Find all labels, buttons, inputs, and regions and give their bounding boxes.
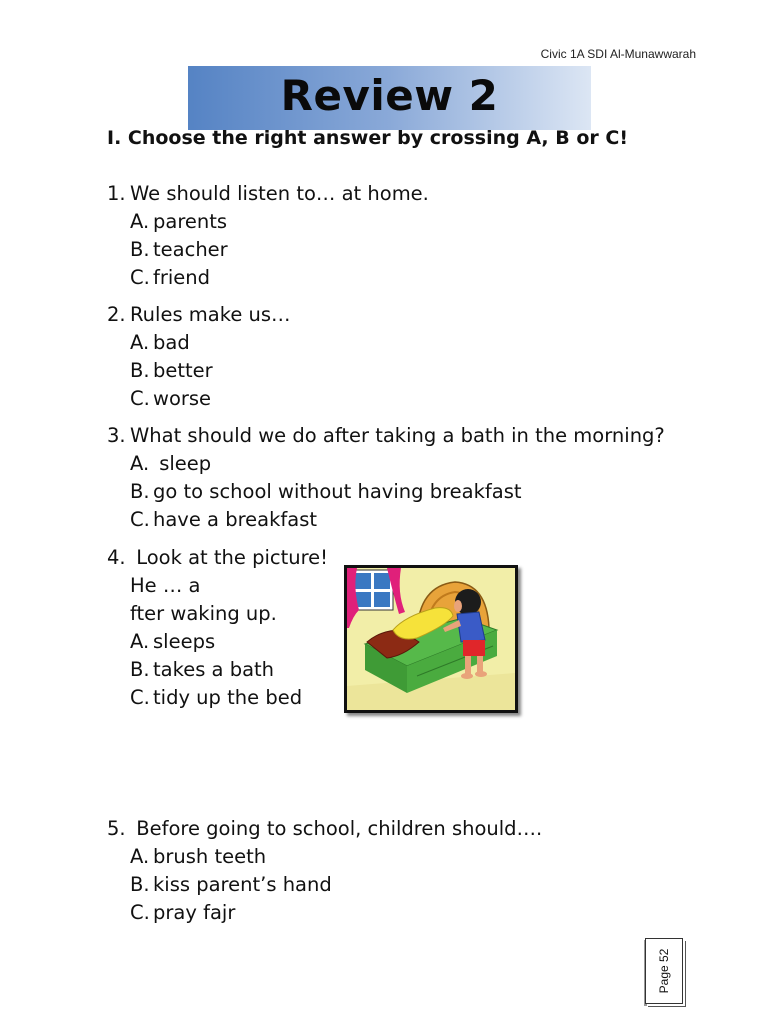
page-title: Review 2 <box>280 71 499 120</box>
question-5 <box>107 815 542 927</box>
question-text: Look at the picture! <box>130 546 328 569</box>
option-b[interactable]: B. teacher <box>130 238 228 261</box>
question-text: What should we do after taking a bath in the morning? <box>130 424 665 447</box>
question-text: Rules make us… <box>130 303 291 326</box>
bed-tidying-picture <box>347 568 515 710</box>
option-c[interactable]: C. worse <box>130 387 212 410</box>
header-note: Civic 1A SDI Al-Munawwarah <box>540 47 696 61</box>
option-c[interactable]: C. tidy up the bed <box>130 686 303 709</box>
question-text-line: fter waking up. <box>130 602 277 625</box>
option-b[interactable]: B. takes a bath <box>130 658 275 681</box>
page-number: Page 52 <box>657 948 671 994</box>
page-number-tag <box>645 938 683 1004</box>
option-b[interactable]: B. kiss parent’s hand <box>130 873 332 896</box>
question-text: We should listen to… at home. <box>130 182 429 205</box>
question-number: 2. <box>107 303 126 326</box>
question-number: 3. <box>107 424 126 447</box>
question-text: Before going to school, children should…. <box>130 817 543 840</box>
question-1 <box>107 180 429 292</box>
option-a[interactable]: A. brush teeth <box>130 845 267 868</box>
option-a[interactable]: A. sleeps <box>130 630 216 653</box>
option-c[interactable]: C. pray fajr <box>130 901 236 924</box>
option-c[interactable]: C. have a breakfast <box>130 508 318 531</box>
option-b[interactable]: B. go to school without having breakfast <box>130 480 522 503</box>
option-a[interactable]: A. bad <box>130 331 190 354</box>
question-2 <box>107 301 291 413</box>
title-banner <box>188 66 591 130</box>
bed-tidying-illustration <box>344 565 518 713</box>
question-4 <box>107 544 328 712</box>
instruction: I. Choose the right answer by crossing A, B or C! <box>107 127 628 149</box>
option-b[interactable]: B. better <box>130 359 213 382</box>
question-number: 1. <box>107 182 126 205</box>
option-a[interactable]: A. sleep <box>130 452 212 475</box>
question-number: 5. <box>107 817 126 840</box>
option-a[interactable]: A. parents <box>130 210 228 233</box>
option-c[interactable]: C. friend <box>130 266 211 289</box>
question-text-line: He … a <box>130 574 201 597</box>
question-3 <box>107 422 665 534</box>
question-number: 4. <box>107 546 126 569</box>
